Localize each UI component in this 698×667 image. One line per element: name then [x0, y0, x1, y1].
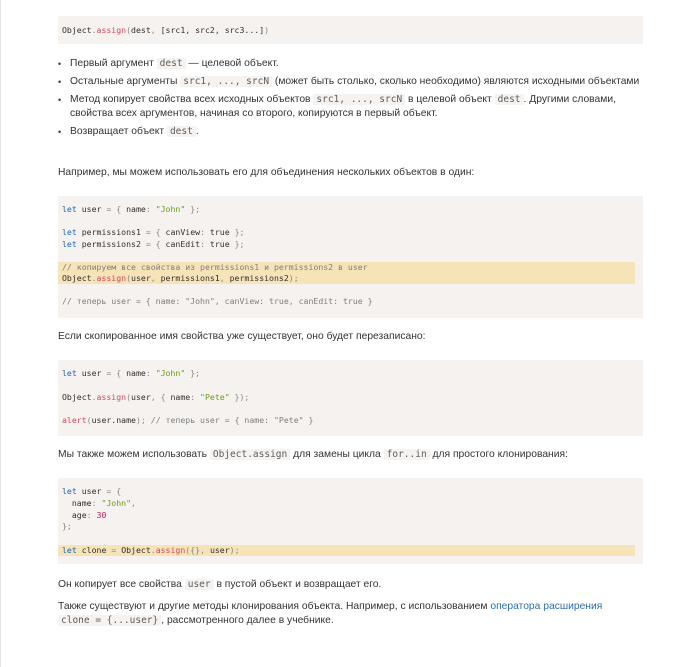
- code-line: let user = { name: "John" };: [62, 204, 201, 214]
- code-line-highlighted: // копируем все свойства из permissions1 и permissions2 в user: [58, 262, 635, 273]
- code-example-overwrite: [58, 360, 643, 436]
- code-line: };: [62, 521, 72, 531]
- code-line: Object.assign(dest, [src1, src2, src3...]): [62, 25, 270, 35]
- code-line: Object.assign(user, { name: "Pete" });: [62, 392, 250, 402]
- paragraph: Он копирует все свойства user в пустой объект и возвращает его.: [58, 579, 382, 590]
- code-line: // теперь user = { name: "John", canView: true, canEdit: true }: [62, 296, 373, 306]
- list-item: • Остальные аргументы src1, ..., srcN (может быть столько, сколько необходимо) являются исходными объектами: [58, 75, 648, 89]
- code-example-merge: [58, 196, 643, 318]
- code-line: let user = {: [62, 486, 122, 496]
- list-item: • Возвращает объект dest .: [58, 125, 648, 139]
- code-line: let user = { name: "John" };: [62, 368, 201, 378]
- code-line: name: "John",: [71, 498, 136, 508]
- list-item: • Метод копирует свойства всех исходных объектов src1, ..., srcN в целевой объект dest . Другими словами, свойства всех аргументов, начиная со второго, копируются в первый объект.: [58, 93, 648, 121]
- paragraph: Если скопированное имя свойства уже существует, оно будет перезаписано:: [58, 331, 426, 342]
- code-line: let permissions1 = { canView: true };: [62, 227, 245, 237]
- code-line-highlighted: Object.assign(user, permissions1, permissions2);: [58, 273, 635, 284]
- code-line: let permissions2 = { canEdit: true };: [62, 239, 245, 249]
- code-line: alert(user.name); // теперь user = { name: "Pete" }: [62, 415, 314, 425]
- paragraph: Также существуют и другие методы клонирования объекта. Например, с использованием оператора расширения clone = {...user} , рассмотренного далее в учебнике.: [58, 601, 603, 626]
- paragraph: Например, мы можем использовать его для объединения нескольких объектов в один:: [58, 167, 475, 178]
- paragraph: Мы также можем использовать Object.assign для замены цикла for..in для простого клонирования:: [58, 449, 568, 460]
- code-line-highlighted: let clone = Object.assign({}, user);: [58, 545, 635, 556]
- spread-operator-link[interactable]: оператора расширения: [490, 601, 603, 612]
- syntax-code-block: [58, 16, 643, 44]
- code-line: age: 30: [71, 510, 107, 520]
- assign-description-list: [58, 57, 648, 143]
- code-example-clone: [58, 478, 643, 564]
- left-border: [0, 0, 1, 667]
- list-item: • Первый аргумент dest — целевой объект.: [58, 57, 648, 71]
